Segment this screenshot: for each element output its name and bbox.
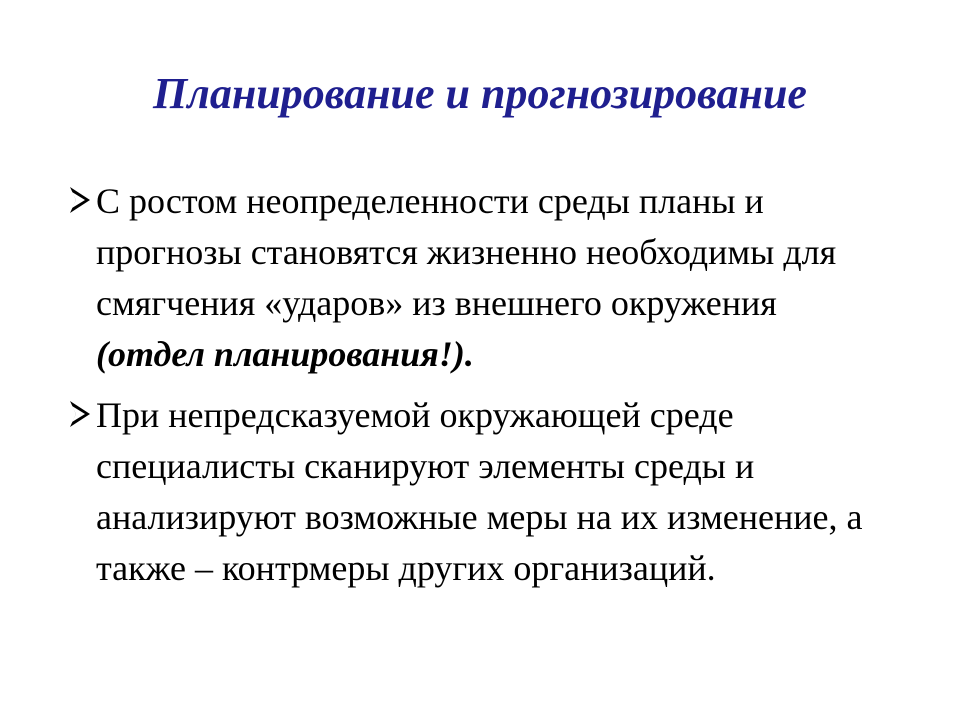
bullet-item-2	[68, 390, 888, 594]
bullet-item-1	[68, 176, 888, 380]
bullet-text-1: С ростом неопределенности среды планы и прогнозы становятся жизненно необходимы для смягчения «ударов» из внешнего окружения	[96, 181, 837, 323]
arrowhead-bullet-icon	[68, 399, 94, 429]
bullet-emphasis-1: (отдел планирования!).	[96, 334, 474, 374]
slide-title: Планирование и прогнозирование	[153, 69, 807, 118]
bullet-list	[68, 176, 888, 594]
arrowhead-bullet-icon	[68, 185, 94, 215]
bullet-text-2: При непредсказуемой окружающей среде специалисты сканируют элементы среды и анализируют возможные меры на их изменение, а также – контрмеры других организаций.	[96, 395, 863, 588]
